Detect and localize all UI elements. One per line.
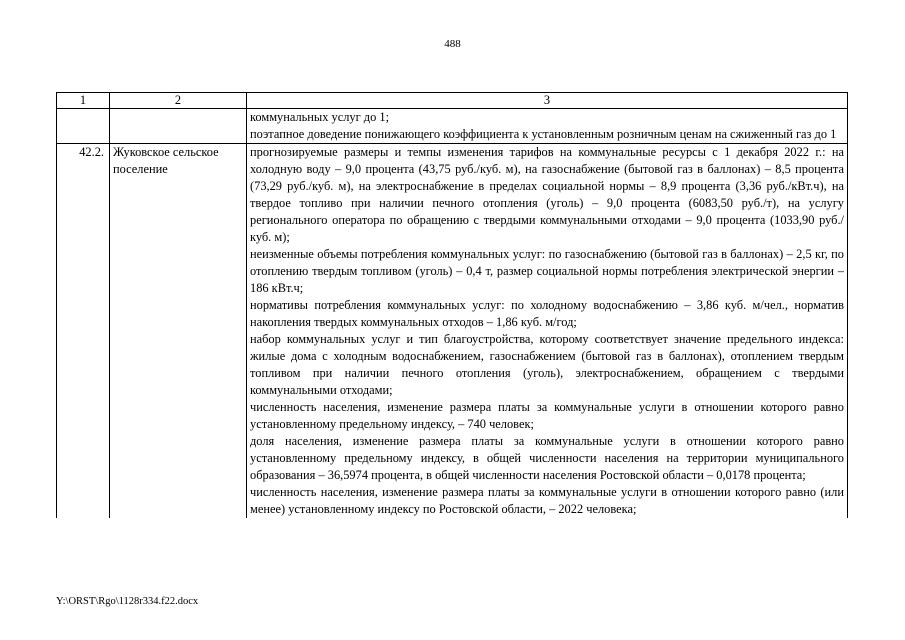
page-number: 488 (444, 38, 461, 50)
table-row-42-2 (57, 144, 848, 519)
paragraph: численность населения, изменение размера платы за коммунальные услуги в отношении которого равно установленному предельному индексу, – 740 человек; (250, 400, 844, 431)
header-col-3: 3 (247, 93, 848, 109)
row-name-cell (110, 109, 247, 144)
table-header-row (57, 93, 848, 109)
paragraph: неизменные объемы потребления коммунальных услуг: по газоснабжению (бытовой газ в баллонах) – 2,5 кг, по отоплению твердым топливом (уголь) – 0,4 т, размер социальной нормы потребления электрической энергии – 186 кВт.ч; (250, 247, 844, 295)
paragraph: численность населения, изменение размера платы за коммунальные услуги в отношении которого равно (или менее) установленному индексу по Ростовской области, – 2022 человека; (250, 485, 844, 516)
paragraph: поэтапное доведение понижающего коэффициента к установленным розничным ценам на сжиженный газ до 1 (250, 127, 837, 141)
paragraph: набор коммунальных услуг и тип благоустройства, которому соответствует значение предельного индекса: жилые дома с холодным водоснабжением, газоснабжением (бытовой газ в баллонах), отоплением твердым топливом при наличии печного отопления (уголь), электроснабжением, обращением с твердыми коммунальными отходами; (250, 332, 844, 397)
row-text-cell (247, 144, 848, 519)
header-col-1: 1 (57, 93, 110, 109)
row-text-cell (247, 109, 848, 144)
paragraph: доля населения, изменение размера платы за коммунальные услуги в отношении которого равно установленному предельному индексу, в общей численности населения на территории муниципального образования – 36,5974 процента, в общей численности населения Ростовской области – 0,0178 процента; (250, 434, 844, 482)
row-number-cell: 42.2. (57, 144, 110, 519)
paragraph: коммунальных услуг до 1; (250, 110, 390, 124)
row-number-cell (57, 109, 110, 144)
paragraph: прогнозируемые размеры и темпы изменения тарифов на коммунальные ресурсы с 1 декабря 2022 г.: на холодную воду – 9,0 процента (43,75 руб./куб. м), на газоснабжение (бытовой газ в баллонах) – 8,5 процента (73,29 руб./куб. м), на электроснабжение в пределах социальной нормы – 8,9 процента (3,36 руб./кВт.ч), на твердое топливо при наличии печного отопления (уголь) – 9,0 процента (6083,50 руб./т), на услугу регионального оператора по обращению с твердыми коммунальными отходами – 9,0 процента (1033,90 руб./куб. м); (250, 145, 844, 244)
footer-file-path: Y:\ORST\Rgo\1128r334.f22.docx (56, 596, 199, 607)
row-name-cell: Жуковское сельское поселение (110, 144, 247, 519)
paragraph: нормативы потребления коммунальных услуг: по холодному водоснабжению – 3,86 куб. м/чел., норматив накопления твердых коммунальных отходов – 1,86 куб. м/год; (250, 298, 844, 329)
header-col-2: 2 (110, 93, 247, 109)
tariff-table (56, 92, 848, 518)
table-row-continuation (57, 109, 848, 144)
